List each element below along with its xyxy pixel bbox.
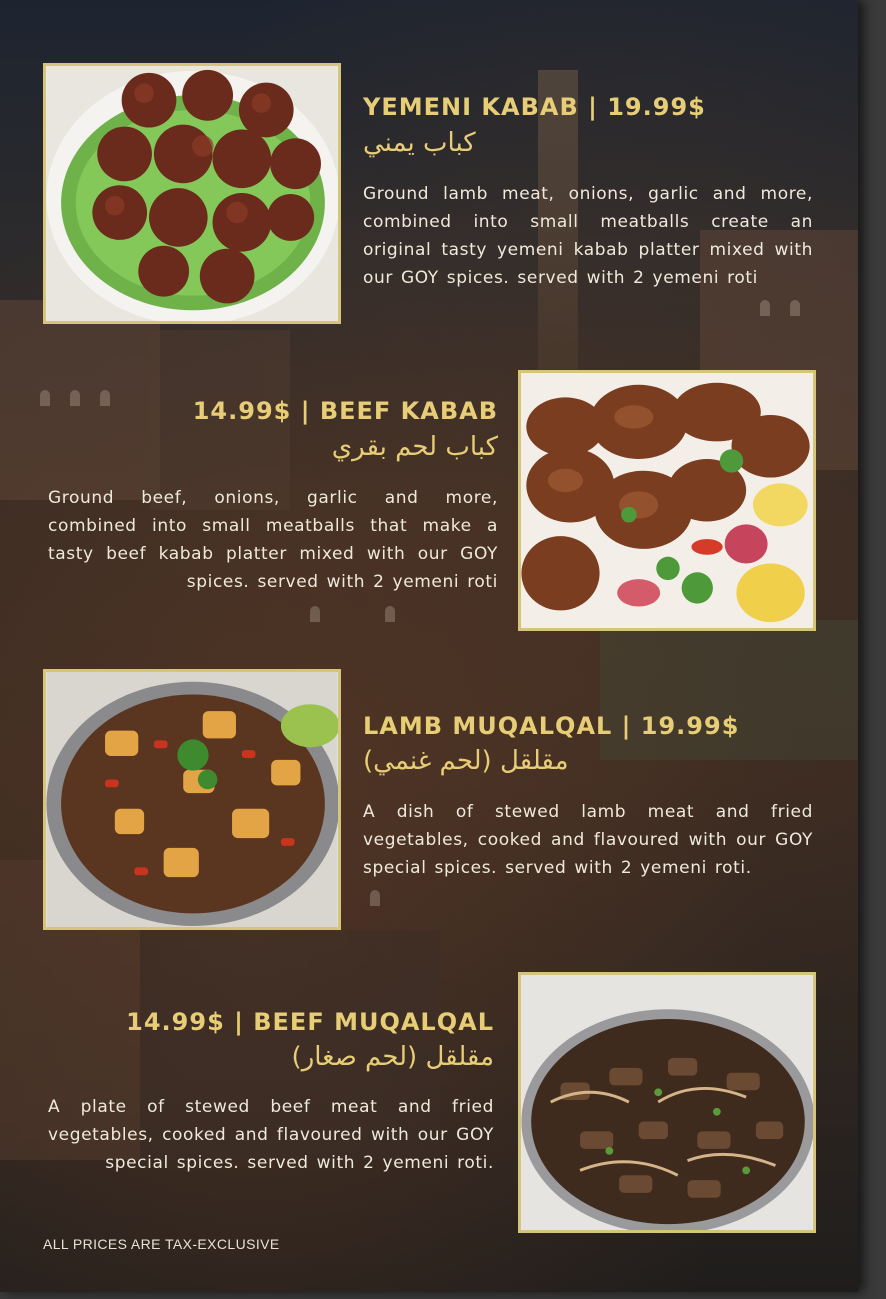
beef-kabab-photo bbox=[518, 370, 816, 631]
beef-muqalqal-photo bbox=[518, 972, 816, 1233]
meatball-plate-icon bbox=[46, 66, 338, 321]
lamb-muqalqal-description: A dish of stewed lamb meat and fried vegetables, cooked and flavoured with our GOY special spices. served with 2 yemeni roti. bbox=[363, 802, 813, 878]
beef-muqalqal-description: A plate of stewed beef meat and fried vegetables, cooked and flavoured with our GOY special spices. served with 2 yemeni roti. bbox=[48, 1097, 494, 1173]
yemeni-kabab-photo bbox=[43, 63, 341, 324]
beef-kabab-arabic-title: كباب لحم بقري bbox=[331, 432, 498, 462]
lamb-muqalqal-title: LAMB MUQALQAL | 19.99$ bbox=[363, 712, 740, 740]
yemeni-kabab-description: Ground lamb meat, onions, garlic and more, combined into small meatballs create an original tasty yemeni kabab platter mixed with our GOY spices. served with 2 yemeni roti bbox=[363, 184, 813, 288]
tax-exclusive-note: ALL PRICES ARE TAX-EXCLUSIVE bbox=[43, 1236, 280, 1252]
lamb-stew-icon bbox=[46, 672, 338, 927]
beef-kabab-description: Ground beef, onions, garlic and more, combined into small meatballs that make a tasty beef kabab platter mixed with our GOY spices. served with 2 yemeni roti bbox=[48, 488, 498, 592]
yemeni-kabab-arabic-title: كباب يمني bbox=[363, 128, 476, 158]
beef-kabab-title: 14.99$ | BEEF KABAB bbox=[192, 397, 498, 425]
beef-muqalqal-title: 14.99$ | BEEF MUQALQAL bbox=[126, 1008, 494, 1036]
lamb-muqalqal-arabic-title: مقلقل (لحم غنمي) bbox=[363, 746, 569, 776]
beef-patties-icon bbox=[521, 373, 813, 628]
beef-muqalqal-arabic-title: مقلقل (لحم صغار) bbox=[291, 1042, 494, 1072]
yemeni-kabab-title: YEMENI KABAB | 19.99$ bbox=[363, 93, 706, 121]
lamb-muqalqal-photo bbox=[43, 669, 341, 930]
beef-stew-icon bbox=[521, 975, 813, 1230]
